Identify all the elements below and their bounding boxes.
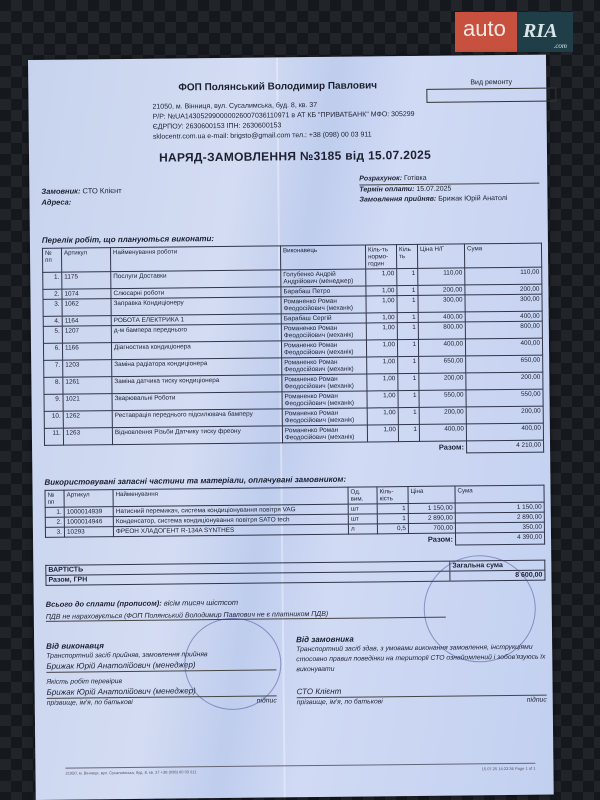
customer-block: Замовник: СТО Клієнт Адреса:: [41, 186, 122, 207]
works-total: 4 210,00: [467, 440, 544, 452]
work-row: 7. 1203 Заміна радіатора кондиціонера Романенко Роман Феодосійович (механік) 1,00 1 650,00 650,00: [44, 355, 543, 377]
part-row: 3. 10293 ФРЕОН ХЛАДОГЕНТ R-134A SYNTHES л 0,5 700,00 350,00: [45, 522, 544, 537]
repair-type-field: [426, 87, 556, 102]
works-section-title: Перелік робіт, що плануються виконати:: [41, 234, 215, 245]
work-row: 5. 1207 д-м бампера переднього Романенко Роман Феодосійович (механік) 1,00 1 800,00 800,00: [43, 321, 542, 343]
work-order-document: [28, 55, 554, 800]
company-name: ФОП Полянський Володимир Павлович: [178, 80, 378, 94]
watermark-auto: auto: [455, 12, 517, 52]
work-row: 10. 1262 Реставрація переднього підсилювача бамперу Романенко Роман Феодосійович (механік) 1,00 1 200,00 200,00: [44, 406, 543, 428]
autoria-watermark: [455, 12, 573, 52]
page-footer: 21050, м. Вінниця, вул. Сусалимська, буд. 8, кв. 37 +38 (098) 00 03 911 15.07.25 14:22:36 Page 1 of 1: [65, 763, 535, 776]
customer-value: СТО Клієнт: [82, 186, 122, 196]
company-details: [152, 100, 414, 143]
work-row: 2. 1074 Слюсарні роботи Барабаш Петро 1,00 1 200,00 200,00: [43, 284, 542, 299]
company-contacts: sklocentr.com.ua e-mail: brigsto@gmail.com тел.: +38 (098) 00 03 911: [152, 131, 372, 141]
works-header-row: № пп Артикул Найменування роботи Виконавець Кіль-ть нормо-годин Кіль ть Ціна Н/Г Сума: [42, 243, 541, 272]
part-row: 1. 1000014939 Натисний перемикач, система кондиціонування повітря VAG шт 1 1 150,00 1 150,00: [45, 502, 544, 517]
company-address: 21050, м. Вінниця, вул. Сусалимська, буд. 8, кв. 37: [152, 101, 318, 111]
work-row: 4. 1164 РОБОТА ЕЛЕКТРИКА 1 Барабаш Сергій 1,00 1 400,00 400,00: [43, 311, 542, 326]
work-row: 3. 1062 Заправка Кондиціонеру Романенко Роман Феодосійович (механік) 1,00 1 300,00 300,00: [43, 294, 542, 316]
amount-in-words: Всього до сплати (прописом): вісім тисяч шістсот: [45, 597, 239, 609]
work-row: 1. 1175 Послуги Доставки Голубенко Андрій Андрійович (менеджер) 1,00 1 110,00 110,00: [43, 267, 542, 289]
company-ids: ЄДРПОУ: 2630600153 ІПН: 2630600153: [152, 122, 282, 131]
work-row: 8. 1261 Заміна датчика тиску кондиціонера Романенко Роман Феодосійович (механік) 1,00 1 200,00 200,00: [44, 372, 543, 394]
part-row: 2. 1000014946 Конденсатор, система кондиціонування повітря SATO tech шт 1 2 890,00 2 890,00: [45, 512, 544, 527]
vat-note: ПДВ не нараховується (ФОП Полянський Володимир Павлович не є платником ПДВ): [46, 610, 446, 622]
works-table: № пп Артикул Найменування роботи Виконавець Кіль-ть нормо-годин Кіль ть Ціна Н/Г Сума 1. 1175 Послуги Доставки Голубенко Андрій Андрійович (менеджер) 1,00 1 110,00 110,00 2. 1074 Слюсарні роботи Барабаш Петро 1,00 1 200,00 200,00 3. 1062 Заправка Кондиціонеру Романенко Роман Феодосійович (механік) 1,00 1 300,00 300,00 4. 1164 РОБОТА ЕЛЕКТРИКА 1 Барабаш Сергій 1,00 1 400,00 400,00 5. 1207 д-м бампера переднього Романенко Роман Феодосійович (механік) 1,00 1 800,00 800,00 6. 1166 Діагностика кондиціонера Романенко Роман Феодосійович (механік) 1,00 1 400,00 400,00 7. 1203 Заміна радіатора кондиціонера Романенко Роман Феодосійович (механік) 1,00 1 650,00 650,00 8. 1261 Заміна датчика тиску кондиціонера Романенко Роман Феодосійович (механік) 1,00 1 200,00 200,00 9. 1021 Зварювальні Роботи Романенко Роман Феодосійович (механік) 1,00 1 550,00 550,00 10. 1262 Реставрація переднього підсилювача бамперу Романенко Роман Феодосійович (механік) 1,00 1 200,00 200,00 11. 1263 Відновлення Різьби Датчику тиску фреону Романенко Роман Феодосійович (механік) 1,00 1 400,00 400,00 Разом: 4 210,00: [42, 243, 544, 458]
repair-type-label: Вид ремонту: [470, 78, 513, 87]
parts-table: № пп Артикул Найменування Од. вим. Кіль-кість Ціна Сума 1. 1000014939 Натисний перемикач, система кондиціонування повітря VAG шт 1 1 150,00 1 150,00 2. 1000014946 Конденсатор, система кондиціонування повітря SATO tech шт 1 2 890,00 2 890,00 3. 10293 ФРЕОН ХЛАДОГЕНТ R-134A SYNTHES л 0,5 700,00 350,00 Разом: 4 390,00: [45, 485, 546, 550]
repair-type: [426, 78, 556, 102]
parts-header-row: № пп Артикул Найменування Од. вим. Кіль-кість Ціна Сума: [45, 485, 544, 507]
work-row: 9. 1021 Зварювальні Роботи Романенко Роман Феодосійович (механік) 1,00 1 550,00 550,00: [44, 389, 543, 411]
payment-block: Розрахунок: Готівка Термін оплати: 15.07.2025 Замовлення прийняв: Брижак Юрій Анатолі: [359, 173, 539, 206]
order-date: 15.07.2025: [367, 147, 432, 163]
contractor-signature-block: Від виконавця Транспортний засіб прийняв, замовлення прийняв Брижак Юрій Анатолійович (менеджер) Якість робіт перевірив Брижак Юрій Анатолійович (менеджер) прізвище, ім'я, по батькові підпис: [46, 641, 277, 707]
customer-signature-block: Від замовника Транспортний засіб здав, з умовами виконання замовлення, інструкціями стосовно правил поведінки на території СТО ознайомлений і зобов'язуюсь їх виконувати СТО Клієнт прізвище, ім'я, по батькові підпис: [296, 634, 547, 707]
document-title: НАРЯД-ЗАМОВЛЕННЯ №3185 від 15.07.2025: [158, 147, 432, 165]
grand-total: 8 600,00: [450, 570, 545, 581]
summary-table: ВАРТІСТЬ Загальна сума Разом, ГРН 8 600,00: [45, 560, 545, 586]
order-number: №3185: [299, 148, 342, 164]
parts-total: 4 390,00: [455, 532, 544, 544]
company-account: Р/Р: №UA143052990000026007036110971 в АТ КБ "ПРИВАТБАНК" МФО: 305299: [152, 110, 415, 121]
work-row: 11. 1263 Відновлення Різьби Датчику тиску фреону Романенко Роман Феодосійович (механік) 1,00 1 400,00 400,00: [44, 423, 543, 445]
parts-section-title: Використовувані запасні частини та матеріали, оплачувані замовником:: [44, 474, 347, 487]
work-row: 6. 1166 Діагностика кондиціонера Романенко Роман Феодосійович (механік) 1,00 1 400,00 400,00: [43, 338, 542, 360]
watermark-ria: RIA .com: [517, 12, 573, 52]
